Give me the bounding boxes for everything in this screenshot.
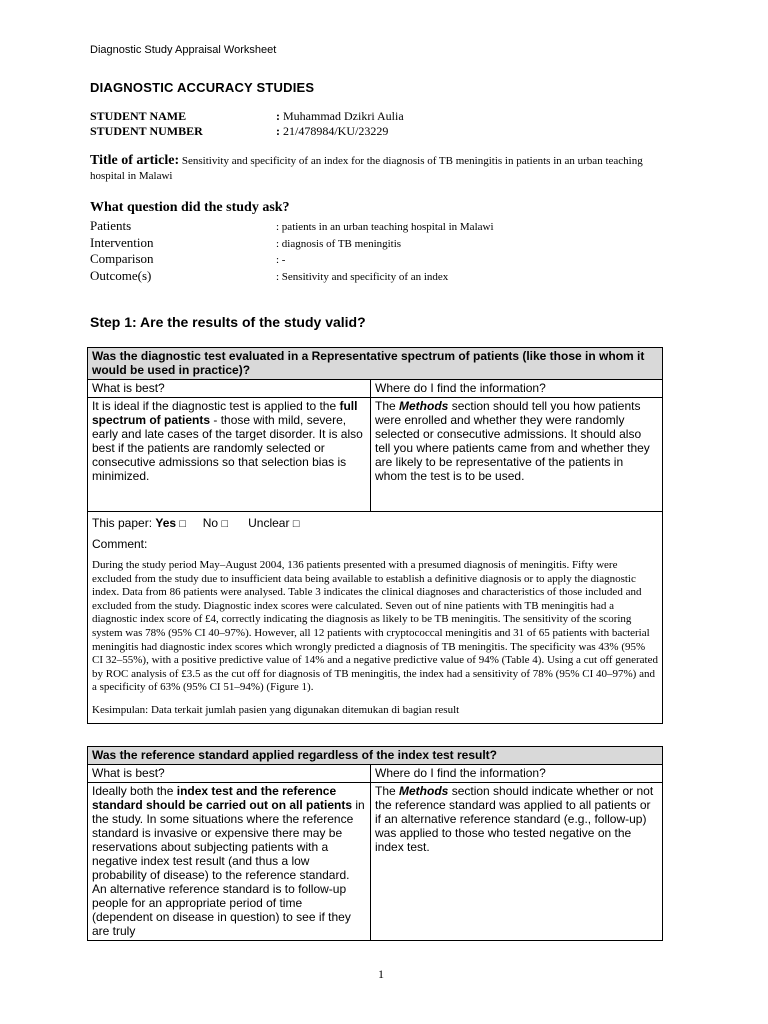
- page-number: 1: [378, 967, 384, 981]
- student-name-separator: :: [276, 109, 280, 123]
- pico-label: Patients: [90, 218, 132, 233]
- option-no-label: No: [202, 516, 219, 530]
- criterion-question: Was the diagnostic test evaluated in a Representative spectrum of patients (like those in whom it would be used in practice)?: [88, 348, 663, 380]
- where-text-end: section should indicate whether or not the reference standard was applied to all patients or if an alternative reference standard (e.g., follow-up) was applied to those who tested negative on the index test.: [375, 784, 654, 854]
- checkbox-unclear[interactable]: □: [292, 518, 300, 530]
- criterion-question: Was the reference standard applied regardless of the index test result?: [88, 747, 663, 765]
- pico-row-outcome: [90, 268, 448, 284]
- best-text-end: in the study. In some situations where the reference standard is invasive or expensive there may be reservations about subjecting patients with a negative index test result (and thus a low probability of disease) to the reference standard. An alternative reference standard is to follow-up people for an appropriate period of time (dependent on disease in question) to see if they are truly: [92, 798, 365, 938]
- checkbox-no[interactable]: □: [221, 518, 229, 530]
- option-unclear-label: Unclear: [248, 516, 290, 530]
- option-yes-label: Yes: [155, 516, 177, 530]
- conclusion-text: Kesimpulan: Data terkait jumlah pasien yang digunakan ditemukan di bagian result: [92, 703, 460, 716]
- pico-value: : Sensitivity and specificity of an index: [276, 271, 449, 283]
- pico-row-comparison: [90, 251, 285, 267]
- column-header-best: What is best?: [88, 380, 371, 398]
- student-name-value: Muhammad Dzikri Aulia: [283, 109, 404, 123]
- where-text-emphasis: Methods: [399, 784, 449, 798]
- best-practice-cell: [88, 783, 371, 941]
- student-number-value: 21/478984/KU/23229: [283, 124, 389, 138]
- pico-label: Comparison: [90, 251, 154, 266]
- info-location-cell: [371, 783, 663, 941]
- info-location-cell: [371, 398, 663, 512]
- student-number-label: STUDENT NUMBER: [90, 124, 203, 138]
- pico-label: Intervention: [90, 235, 154, 250]
- column-header-best: What is best?: [88, 765, 371, 783]
- running-header: Diagnostic Study Appraisal Worksheet: [90, 44, 277, 56]
- best-text-start: Ideally both the: [92, 784, 177, 798]
- criterion-table-reference-standard: [87, 746, 663, 941]
- pico-value: : diagnosis of TB meningitis: [276, 238, 402, 250]
- pico-label: Outcome(s): [90, 268, 152, 283]
- column-header-where: Where do I find the information?: [371, 765, 663, 783]
- where-text-start: The: [375, 784, 400, 798]
- article-title-block: [90, 153, 670, 184]
- step1-heading: Step 1: Are the results of the study valid?: [90, 314, 366, 330]
- paper-verdict-line: [92, 516, 658, 531]
- paper-assessment-cell: [88, 512, 663, 724]
- student-number-row: [90, 124, 388, 139]
- best-text-emphasis: full spectrum of patients: [92, 399, 358, 427]
- pico-row-patients: [90, 218, 494, 234]
- criterion-table-spectrum: [87, 347, 663, 724]
- comment-text: During the study period May–August 2004, 136 patients presented with a presumed diagnosis of meningitis. Fifty were excluded from the study due to insufficient data being available to establish a definitive diagnosis or to apply the diagnostic index. Data from 86 patients were analysed. Table 3 indicates the clinical diagnoses and characteristics of those included and excluded from the study. Diagnostic index scores were calculated. Seven out of nine patients with TB meningitis had a diagnostic index score of £4, correctly indicating the diagnosis as likely to be TB meningitis. The sensitivity of the scoring system was 78% (95% CI 40–97%). However, all 12 patients with cryptococcal meningitis and 31 of 65 patients with bacterial meningitis had diagnostic index scores which wrongly predicted a diagnosis of TB meningitis. The specificity was 43% (95% CI 32–55%), with a positive predictive value of 14% and a negative predictive value of 94% (Table 4). Using a cut off generated by ROC analysis of £3.5 as the cut off for diagnosis of TB meningitis, the index had a sensitivity of 78% (95% CI 40–97%) and a specificity of 63% (95% CI 51–94%) (Figure 1).: [92, 559, 658, 694]
- paper-label: This paper:: [92, 516, 156, 530]
- checkbox-yes[interactable]: □: [179, 518, 187, 530]
- study-question-heading: What question did the study ask?: [90, 200, 290, 215]
- column-header-where: Where do I find the information?: [371, 380, 663, 398]
- where-text-end: section should tell you how patients were enrolled and whether they were randomly selected or consecutive admissions. It should also tell you where patients came from and whether they are likely to be representative of the patients in whom the test is to be used.: [375, 399, 650, 483]
- best-text-end: - those with mild, severe, early and late cases of the target disorder. It is also best if the patients are randomly selected or consecutive admissions so that selection bias is minimized.: [92, 413, 363, 483]
- pico-value: : -: [276, 254, 286, 266]
- student-number-separator: :: [276, 124, 280, 138]
- best-text-start: It is ideal if the diagnostic test is applied to the: [92, 399, 340, 413]
- best-practice-cell: [88, 398, 371, 512]
- where-text-start: The: [375, 399, 400, 413]
- best-text-emphasis: index test and the reference standard should be carried out on all patients: [92, 784, 353, 812]
- pico-value: : patients in an urban teaching hospital in Malawi: [276, 221, 494, 233]
- student-name-label: STUDENT NAME: [90, 109, 187, 123]
- where-text-emphasis: Methods: [399, 399, 449, 413]
- article-title-text: Sensitivity and specificity of an index for the diagnosis of TB meningitis in patients in an urban teaching hospital in Malawi: [90, 155, 643, 182]
- section-heading: DIAGNOSTIC ACCURACY STUDIES: [90, 80, 315, 95]
- pico-row-intervention: [90, 235, 401, 251]
- comment-label: Comment:: [92, 537, 148, 551]
- student-name-row: [90, 109, 404, 124]
- article-title-label: Title of article:: [90, 153, 180, 168]
